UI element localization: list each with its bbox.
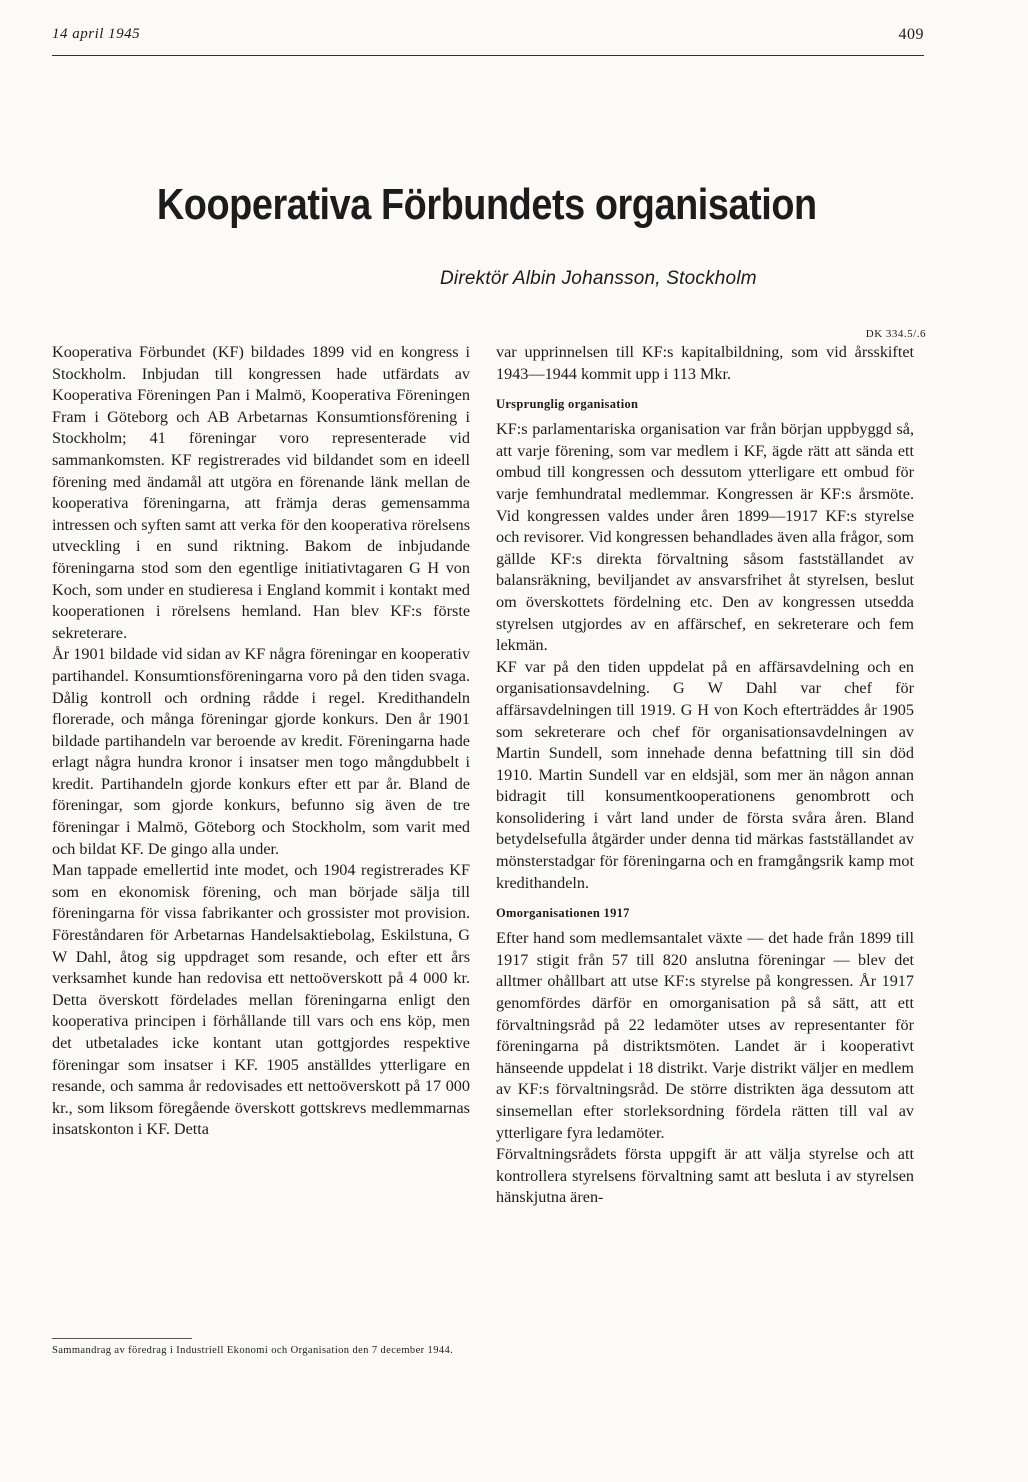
left-column [52, 342, 470, 1141]
footnote-rule [52, 1338, 192, 1339]
running-head [52, 26, 924, 50]
paragraph: KF var på den tiden uppdelat på en affärsavdelning och en organisationsavdelning. G W Dahl var chef för affärsavdelningen till 1919. G H von Koch efterträddes år 1905 som sekreterare och chef för organisationsavdelningen av Martin Sundell, som innehade denna befattning till sin död 1910. Martin Sundell var en eldsjäl, som mer än någon annan bidragit till konsumentkooperationens genombrott och konsolidering i vårt land under de första svåra åren. Bland betydelsefulla åtgärder under denna tid märkas fastställandet av mönsterstadgar för föreningarna och en framgångsrik kamp mot kredithandeln. [496, 657, 914, 892]
header-rule [52, 55, 924, 56]
paragraph: Efter hand som medlemsantalet växte — det hade från 1899 till 1917 stigit från 57 till 820 anslutna föreningar — blev det alltmer ohållbart att utse KF:s styrelse på kongressen. År 1917 genomfördes därför en omorganisation på så sätt, att ett förvaltningsråd på 22 ledamöter utses av representanter för föreningarna på distriktsmöten. Landet är i kooperativt hänseende uppdelat i 18 distrikt. Varje distrikt väljer en medlem av KF:s förvaltningsråd. De större distrikten äga dessutom att sinsemellan efter storleksordning fördela rätten till val av ytterligare fyra ledamöter. [496, 929, 914, 1142]
issue-date: 14 april 1945 [52, 26, 141, 42]
footnote: Sammandrag av föredrag i Industriell Ekonomi och Organisation den 7 december 1944. [52, 1345, 454, 1356]
section-heading: Ursprunglig organisation [496, 397, 639, 412]
paragraph: År 1901 bildade vid sidan av KF några föreningar en kooperativ partihandel. Konsumtionsföreningarna voro på den tiden svaga. Dålig kontroll och ordning rådde i regel. Kredithandeln florerade, och många föreningar gjorde konkurs. Den år 1901 bildade partihandeln var beroende av kredit. Föreningarna hade erlagt några hundra kronor i insatser men togo mångdubbelt i kredit. Partihandeln gjorde konkurs efter ett par år. Bland de föreningar, som gjorde konkurs, befunno sig även de tre föreningar i Malmö, Göteborg och Stockholm, som varit med och bildat KF. De gingo alla under. [52, 645, 470, 858]
paragraph: Kooperativa Förbundet (KF) bildades 1899 vid en kongress i Stockholm. Inbjudan till kongressen hade utfärdats av Kooperativa Föreningen Pan i Malmö, Kooperativa Föreningen Fram i Göteborg och AB Arbetarnas Konsumtionsförening i Stockholm; 41 föreningar voro representerade vid sammankomsten. KF registrerades vid bildandet som en ideell förening med ändamål att utgöra en förenande länk mellan de kooperativa föreningarna, att främja deras gemensamma intressen och syften samt att verka för den kooperativa rörelsens utveckling i en sund riktning. Bakom de inbjudande föreningarna stod som den egentlige initiativtagaren G H von Koch, som under en studieresa i England kommit i kontakt med kooperationen i rörelsens hemland. Han blev KF:s förste sekreterare. [52, 343, 470, 642]
dk-classification: DK 334.5/.6 [865, 328, 926, 340]
article-byline: Direktör Albin Johansson, Stockholm [440, 268, 757, 289]
paragraph: Förvaltningsrådets första uppgift är att välja styrelse och att kontrollera styrelsens förvaltning samt att besluta i av styrelsen hänskjutna ären- [496, 1145, 914, 1207]
section-heading: Omorganisationen 1917 [496, 906, 630, 921]
page-number: 409 [898, 26, 924, 43]
paragraph: Man tappade emellertid inte modet, och 1904 registrerades KF som en ekonomisk förening, och man började sälja till föreningarna för vissa fabrikanter och grossister mot provision. Föreståndaren för Arbetarnas Handelsaktiebolag, Eskilstuna, G W Dahl, åtog sig uppdraget som resande, och efter ett års verksamhet kunde han redovisa ett nettoöverskott på 4 000 kr. Detta överskott fördelades mellan föreningarna enligt den kooperativa principen i förhållande till vars och ens köp, men det utbetalades icke kontant utan gottgjordes respektive föreningar som insatser i KF. 1905 anställdes ytterligare en resande, och samma år redovisades ett nettoöverskott på 17 000 kr., som liksom föregående överskott gottskrevs medlemmarnas insatskonton i KF. Detta [52, 861, 470, 1139]
paragraph: var upprinnelsen till KF:s kapitalbildning, som vid årsskiftet 1943—1944 kommit upp i 113 Mkr. [496, 343, 914, 383]
right-column [496, 342, 914, 1209]
paragraph: KF:s parlamentariska organisation var från början uppbyggd så, att varje förening, som var medlem i KF, ägde rätt att sända ett ombud till kongressen och dessutom ytterligare ett ombud för varje femhundratal medlemmar. Kongressen är KF:s årsmöte. Vid kongressen valdes under åren 1899—1917 KF:s styrelse och revisorer. Vid kongressen behandlades även alla frågor, som gällde KF:s direkta förvaltning såsom fastställandet av balansräkning, beviljandet av ansvarsfrihet åt styrelsen, beslut om överskottets fördelning etc. Den av kongressen utsedda styrelsen utgjordes av en affärschef, en sekreterare och fem lekmän. [496, 420, 914, 655]
article-title: Kooperativa Förbundets organisation [156, 180, 817, 229]
